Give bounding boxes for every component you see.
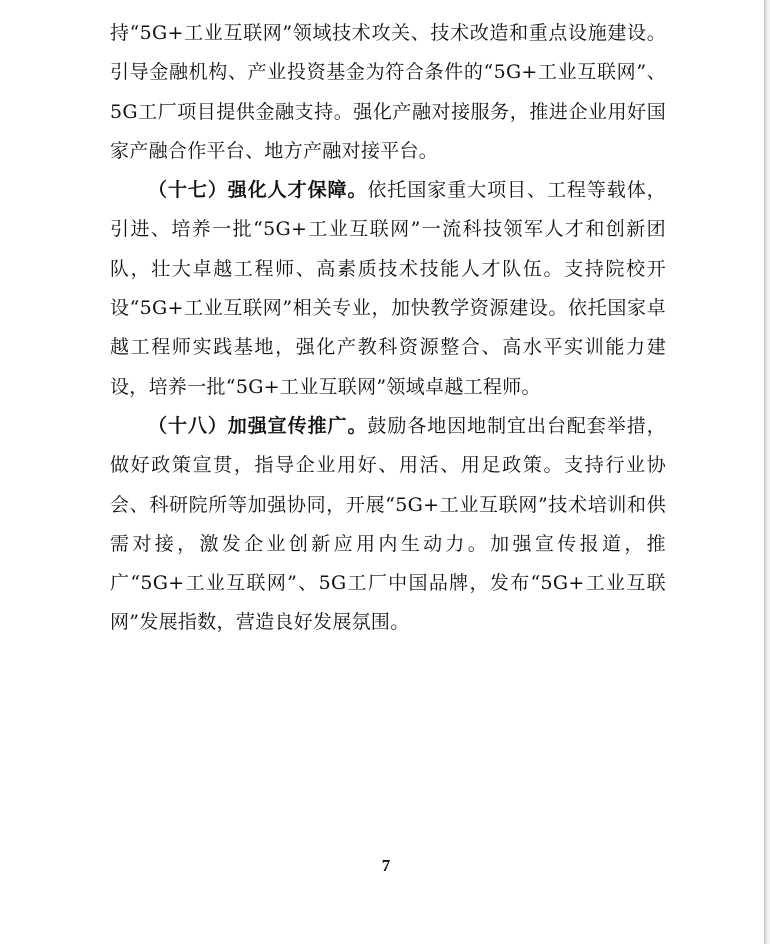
paragraph-talent <box>110 171 666 407</box>
page-edge-shadow <box>765 0 770 944</box>
paragraph-publicity <box>110 407 666 643</box>
paragraph-financing <box>110 14 666 171</box>
paragraph-body-publicity: 鼓励各地因地制宜出台配套举措，做好政策宣贯，指导企业用好、用活、用足政策。支持行业协会、科研院所等加强协同，开展“5G+工业互联网”技术培训和供需对接，激发企业创新应用内生动力。加强宣传报道，推广“5G+工业互联网”、5G工厂中国品牌，发布“5G+工业互联网”发展指数，营造良好发展氛围。 <box>110 414 666 634</box>
paragraph-heading-publicity: （十八）加强宣传推广。 <box>148 414 368 437</box>
paragraph-body: 持“5G+工业互联网”领域技术攻关、技术改造和重点设施建设。引导金融机构、产业投资基金为符合条件的“5G+工业互联网”、5G工厂项目提供金融支持。强化产融对接服务，推进企业用好国家产融合作平台、地方产融对接平台。 <box>110 22 666 162</box>
paragraph-body-talent: 依托国家重大项目、工程等载体，引进、培养一批“5G+工业互联网”一流科技领军人才和创新团队，壮大卓越工程师、高素质技术技能人才队伍。支持院校开设“5G+工业互联网”相关专业，加快教学资源建设。依托国家卓越工程师实践基地，强化产教科资源整合、高水平实训能力建设，培养一批“5G+工业互联网”领域卓越工程师。 <box>110 179 666 398</box>
paragraph-heading-talent: （十七）强化人才保障。 <box>148 179 368 202</box>
body-text <box>110 14 666 643</box>
page-number: 7 <box>381 856 391 875</box>
